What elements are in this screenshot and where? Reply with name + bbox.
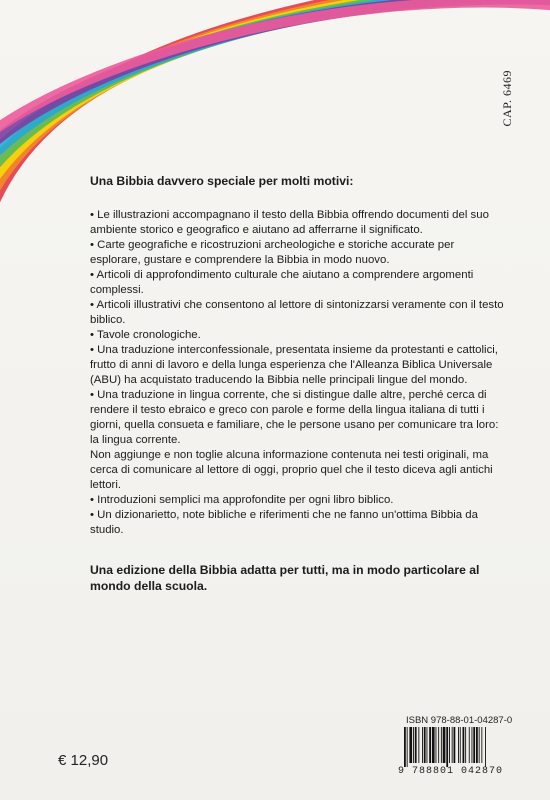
barcode-bar	[446, 727, 448, 767]
barcode-bar	[418, 727, 419, 763]
intro-heading: Una Bibbia davvero speciale per molti motivi:	[90, 174, 354, 188]
barcode-bar	[432, 727, 435, 763]
barcode-bar	[465, 727, 466, 763]
barcode-bar	[472, 727, 473, 763]
feature-item: • Un dizionarietto, note bibliche e riferimenti che ne fanno un'ottima Bibbia da studio.	[90, 509, 478, 536]
barcode-bar	[479, 727, 480, 763]
feature-item: • Tavole cronologiche.	[90, 329, 201, 341]
barcode-bars	[404, 727, 486, 767]
barcode-bar	[485, 727, 486, 767]
feature-item: • Carte geografiche e ricostruzioni archeologiche e storiche accurate per esplorare, gustare e comprendere la Bibbia in modo nuovo.	[90, 239, 455, 266]
feature-item: • Una traduzione interconfessionale, presentata insieme da protestanti e cattolici, frutto di anni di lavoro e della lunga esperienza che l'Alleanza Biblica Universale (ABU) ha acquistato traducendo la Bibbia nelle principali lingue del mondo.	[90, 344, 498, 386]
barcode-bar	[409, 727, 412, 763]
isbn-digits: 9 788801 042870	[398, 766, 504, 777]
barcode-bar	[452, 727, 453, 763]
feature-item: • Articoli illustrativi che consentono al lettore di sintonizzarsi veramente con il testo biblico.	[90, 299, 504, 326]
barcode-bar	[438, 727, 439, 763]
feature-list	[90, 208, 505, 538]
isbn-label: ISBN 978-88-01-04287-0	[406, 715, 513, 726]
barcode-bar	[441, 727, 442, 763]
barcode	[404, 727, 512, 767]
barcode-bar	[458, 727, 459, 763]
barcode-bar	[436, 727, 437, 763]
barcode-bar	[469, 727, 470, 763]
barcode-bar	[454, 727, 456, 763]
closing-statement: Una edizione della Bibbia adatta per tutti, ma in modo particolare al mondo della scuola.	[90, 563, 480, 593]
feature-item: • Introduzioni semplici ma approfondite per ogni libro biblico.	[90, 494, 394, 506]
barcode-bar	[407, 727, 408, 767]
feature-item: • Articoli di approfondimento culturale che aiutano a comprendere argomenti complessi.	[90, 269, 474, 296]
barcode-bar	[460, 727, 461, 763]
barcode-bar	[413, 727, 414, 763]
barcode-bar	[463, 727, 465, 763]
rainbow-band	[0, 2, 550, 133]
barcode-bar	[424, 727, 426, 763]
catalog-code: CAP. 6469	[500, 70, 514, 127]
feature-item: • Una traduzione in lingua corrente, che si distingue dalle altre, perché cerca di rendere il testo ebraico e greco con parole e forme della lingua italiana di tutti i giorni, quella consueta e familiare, che le persone usano per comunicare tra loro: la lingua corrente.	[90, 389, 499, 446]
barcode-bar	[481, 727, 482, 763]
barcode-bar	[476, 727, 478, 763]
barcode-bar	[449, 727, 450, 763]
description-block	[90, 174, 505, 606]
feature-item: Non aggiunge e non toglie alcuna informazione contenuta nei testi originali, ma cerca di comunicare al lettore di oggi, proprio quel che il testo diceva agli antichi lettori.	[90, 449, 493, 491]
price: € 12,90	[58, 752, 109, 769]
barcode-bar	[443, 727, 446, 763]
barcode-bar	[415, 727, 417, 763]
barcode-bar	[422, 727, 423, 763]
barcode-bar	[404, 727, 406, 767]
feature-item: • Le illustrazioni accompagnano il testo della Bibbia offrendo documenti del suo ambiente storico e geografico e aiutano ad afferrarne il significato.	[90, 209, 489, 236]
barcode-bar	[429, 727, 431, 763]
barcode-bar	[427, 727, 428, 763]
barcode-bar	[473, 727, 475, 763]
